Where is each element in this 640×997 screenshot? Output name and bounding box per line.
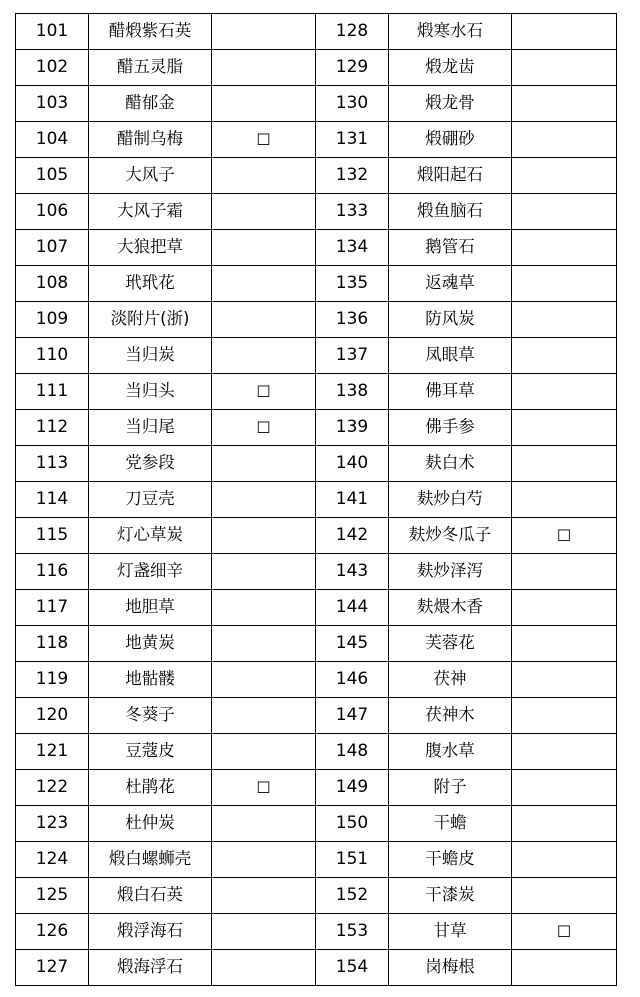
right-checkbox-mark-cell bbox=[512, 302, 617, 338]
left-item-number-cell: 115 bbox=[16, 518, 89, 554]
left-item-number-cell: 114 bbox=[16, 482, 89, 518]
left-item-number-cell: 125 bbox=[16, 878, 89, 914]
left-checkbox-mark-cell bbox=[212, 50, 316, 86]
left-checkbox-mark-cell bbox=[212, 482, 316, 518]
right-checkbox-mark-cell bbox=[512, 734, 617, 770]
right-checkbox-mark-cell bbox=[512, 482, 617, 518]
right-checkbox-mark-cell bbox=[512, 626, 617, 662]
right-checkbox-mark-cell bbox=[512, 842, 617, 878]
left-checkbox-mark-cell bbox=[212, 518, 316, 554]
left-herb-name-cell: 醋五灵脂 bbox=[89, 50, 212, 86]
right-item-number-cell: 131 bbox=[316, 122, 389, 158]
left-item-number-cell: 122 bbox=[16, 770, 89, 806]
right-herb-name-cell: 煅硼砂 bbox=[389, 122, 512, 158]
left-checkbox-mark-cell bbox=[212, 734, 316, 770]
right-item-number-cell: 139 bbox=[316, 410, 389, 446]
right-checkbox-mark-cell: ☐ bbox=[512, 518, 617, 554]
left-checkbox-mark-cell bbox=[212, 194, 316, 230]
left-checkbox-mark-cell: ☐ bbox=[212, 374, 316, 410]
herb-list-table bbox=[15, 13, 617, 986]
left-item-number-cell: 118 bbox=[16, 626, 89, 662]
right-herb-name-cell: 麸炒泽泻 bbox=[389, 554, 512, 590]
left-herb-name-cell: 豆蔻皮 bbox=[89, 734, 212, 770]
table-row bbox=[16, 662, 617, 698]
left-item-number-cell: 107 bbox=[16, 230, 89, 266]
left-herb-name-cell: 刀豆壳 bbox=[89, 482, 212, 518]
right-herb-name-cell: 煅龙齿 bbox=[389, 50, 512, 86]
left-checkbox-mark-cell bbox=[212, 554, 316, 590]
right-checkbox-mark-cell bbox=[512, 14, 617, 50]
left-item-number-cell: 116 bbox=[16, 554, 89, 590]
left-item-number-cell: 113 bbox=[16, 446, 89, 482]
table-row bbox=[16, 194, 617, 230]
left-herb-name-cell: 当归炭 bbox=[89, 338, 212, 374]
left-herb-name-cell: 地骷髅 bbox=[89, 662, 212, 698]
left-herb-name-cell: 大狼把草 bbox=[89, 230, 212, 266]
left-herb-name-cell: 杜仲炭 bbox=[89, 806, 212, 842]
right-item-number-cell: 134 bbox=[316, 230, 389, 266]
left-herb-name-cell: 醋煅紫石英 bbox=[89, 14, 212, 50]
right-herb-name-cell: 凤眼草 bbox=[389, 338, 512, 374]
herb-list-body bbox=[16, 14, 617, 986]
right-herb-name-cell: 麸煨木香 bbox=[389, 590, 512, 626]
left-herb-name-cell: 灯盏细辛 bbox=[89, 554, 212, 590]
left-checkbox-mark-cell bbox=[212, 662, 316, 698]
left-herb-name-cell: 当归头 bbox=[89, 374, 212, 410]
left-checkbox-mark-cell: ☐ bbox=[212, 122, 316, 158]
left-item-number-cell: 117 bbox=[16, 590, 89, 626]
right-herb-name-cell: 麸炒白芍 bbox=[389, 482, 512, 518]
left-item-number-cell: 110 bbox=[16, 338, 89, 374]
table-row bbox=[16, 482, 617, 518]
right-item-number-cell: 145 bbox=[316, 626, 389, 662]
table-row bbox=[16, 446, 617, 482]
left-checkbox-mark-cell bbox=[212, 266, 316, 302]
left-herb-name-cell: 煅白螺蛳壳 bbox=[89, 842, 212, 878]
table-row bbox=[16, 734, 617, 770]
left-item-number-cell: 105 bbox=[16, 158, 89, 194]
right-item-number-cell: 144 bbox=[316, 590, 389, 626]
right-checkbox-mark-cell bbox=[512, 878, 617, 914]
right-herb-name-cell: 返魂草 bbox=[389, 266, 512, 302]
right-herb-name-cell: 佛手参 bbox=[389, 410, 512, 446]
right-item-number-cell: 153 bbox=[316, 914, 389, 950]
right-checkbox-mark-cell bbox=[512, 698, 617, 734]
right-checkbox-mark-cell bbox=[512, 230, 617, 266]
left-item-number-cell: 106 bbox=[16, 194, 89, 230]
table-row bbox=[16, 50, 617, 86]
left-herb-name-cell: 煅浮海石 bbox=[89, 914, 212, 950]
left-checkbox-mark-cell bbox=[212, 914, 316, 950]
left-checkbox-mark-cell bbox=[212, 806, 316, 842]
right-herb-name-cell: 芙蓉花 bbox=[389, 626, 512, 662]
right-checkbox-mark-cell bbox=[512, 590, 617, 626]
right-item-number-cell: 135 bbox=[316, 266, 389, 302]
table-row bbox=[16, 338, 617, 374]
table-row bbox=[16, 842, 617, 878]
table-row bbox=[16, 410, 617, 446]
right-checkbox-mark-cell: ☐ bbox=[512, 914, 617, 950]
left-item-number-cell: 103 bbox=[16, 86, 89, 122]
right-item-number-cell: 150 bbox=[316, 806, 389, 842]
left-herb-name-cell: 淡附片(浙) bbox=[89, 302, 212, 338]
right-item-number-cell: 147 bbox=[316, 698, 389, 734]
right-checkbox-mark-cell bbox=[512, 806, 617, 842]
right-checkbox-mark-cell bbox=[512, 122, 617, 158]
left-item-number-cell: 126 bbox=[16, 914, 89, 950]
right-herb-name-cell: 煅龙骨 bbox=[389, 86, 512, 122]
right-herb-name-cell: 煅阳起石 bbox=[389, 158, 512, 194]
right-checkbox-mark-cell bbox=[512, 554, 617, 590]
right-herb-name-cell: 麸白术 bbox=[389, 446, 512, 482]
right-checkbox-mark-cell bbox=[512, 374, 617, 410]
table-row bbox=[16, 158, 617, 194]
right-item-number-cell: 133 bbox=[316, 194, 389, 230]
table-row bbox=[16, 302, 617, 338]
right-item-number-cell: 142 bbox=[316, 518, 389, 554]
left-item-number-cell: 119 bbox=[16, 662, 89, 698]
table-row bbox=[16, 554, 617, 590]
left-checkbox-mark-cell bbox=[212, 950, 316, 986]
left-checkbox-mark-cell bbox=[212, 14, 316, 50]
right-item-number-cell: 143 bbox=[316, 554, 389, 590]
right-item-number-cell: 136 bbox=[316, 302, 389, 338]
left-item-number-cell: 120 bbox=[16, 698, 89, 734]
table-row bbox=[16, 230, 617, 266]
table-row bbox=[16, 698, 617, 734]
right-herb-name-cell: 干漆炭 bbox=[389, 878, 512, 914]
left-item-number-cell: 108 bbox=[16, 266, 89, 302]
right-item-number-cell: 140 bbox=[316, 446, 389, 482]
right-item-number-cell: 154 bbox=[316, 950, 389, 986]
left-item-number-cell: 102 bbox=[16, 50, 89, 86]
table-row bbox=[16, 14, 617, 50]
right-item-number-cell: 130 bbox=[316, 86, 389, 122]
right-herb-name-cell: 茯神木 bbox=[389, 698, 512, 734]
table-row bbox=[16, 86, 617, 122]
right-herb-name-cell: 甘草 bbox=[389, 914, 512, 950]
left-checkbox-mark-cell bbox=[212, 86, 316, 122]
left-herb-name-cell: 大风子 bbox=[89, 158, 212, 194]
left-item-number-cell: 111 bbox=[16, 374, 89, 410]
left-item-number-cell: 109 bbox=[16, 302, 89, 338]
left-checkbox-mark-cell bbox=[212, 158, 316, 194]
right-item-number-cell: 141 bbox=[316, 482, 389, 518]
left-checkbox-mark-cell: ☐ bbox=[212, 770, 316, 806]
right-checkbox-mark-cell bbox=[512, 266, 617, 302]
right-herb-name-cell: 附子 bbox=[389, 770, 512, 806]
left-herb-name-cell: 醋制乌梅 bbox=[89, 122, 212, 158]
left-herb-name-cell: 地黄炭 bbox=[89, 626, 212, 662]
table-row bbox=[16, 266, 617, 302]
right-herb-name-cell: 防风炭 bbox=[389, 302, 512, 338]
table-row bbox=[16, 878, 617, 914]
right-herb-name-cell: 茯神 bbox=[389, 662, 512, 698]
left-herb-name-cell: 灯心草炭 bbox=[89, 518, 212, 554]
right-herb-name-cell: 干蟾 bbox=[389, 806, 512, 842]
left-herb-name-cell: 冬葵子 bbox=[89, 698, 212, 734]
right-herb-name-cell: 鹅管石 bbox=[389, 230, 512, 266]
right-checkbox-mark-cell bbox=[512, 410, 617, 446]
table-row bbox=[16, 374, 617, 410]
table-row bbox=[16, 590, 617, 626]
left-herb-name-cell: 醋郁金 bbox=[89, 86, 212, 122]
left-checkbox-mark-cell bbox=[212, 302, 316, 338]
right-item-number-cell: 149 bbox=[316, 770, 389, 806]
left-herb-name-cell: 煅海浮石 bbox=[89, 950, 212, 986]
left-herb-name-cell: 大风子霜 bbox=[89, 194, 212, 230]
right-herb-name-cell: 岗梅根 bbox=[389, 950, 512, 986]
right-herb-name-cell: 腹水草 bbox=[389, 734, 512, 770]
left-checkbox-mark-cell bbox=[212, 626, 316, 662]
left-checkbox-mark-cell bbox=[212, 338, 316, 374]
right-herb-name-cell: 麸炒冬瓜子 bbox=[389, 518, 512, 554]
right-item-number-cell: 128 bbox=[316, 14, 389, 50]
right-herb-name-cell: 煅鱼脑石 bbox=[389, 194, 512, 230]
left-item-number-cell: 112 bbox=[16, 410, 89, 446]
right-item-number-cell: 151 bbox=[316, 842, 389, 878]
left-checkbox-mark-cell bbox=[212, 842, 316, 878]
right-item-number-cell: 152 bbox=[316, 878, 389, 914]
table-row bbox=[16, 122, 617, 158]
left-checkbox-mark-cell bbox=[212, 590, 316, 626]
table-row bbox=[16, 518, 617, 554]
right-checkbox-mark-cell bbox=[512, 50, 617, 86]
left-item-number-cell: 101 bbox=[16, 14, 89, 50]
left-herb-name-cell: 党参段 bbox=[89, 446, 212, 482]
left-item-number-cell: 123 bbox=[16, 806, 89, 842]
right-herb-name-cell: 煅寒水石 bbox=[389, 14, 512, 50]
left-item-number-cell: 127 bbox=[16, 950, 89, 986]
right-herb-name-cell: 干蟾皮 bbox=[389, 842, 512, 878]
left-herb-name-cell: 杜鹃花 bbox=[89, 770, 212, 806]
left-item-number-cell: 124 bbox=[16, 842, 89, 878]
table-row bbox=[16, 914, 617, 950]
table-row bbox=[16, 770, 617, 806]
right-checkbox-mark-cell bbox=[512, 662, 617, 698]
table-row bbox=[16, 806, 617, 842]
left-checkbox-mark-cell bbox=[212, 230, 316, 266]
left-herb-name-cell: 煅白石英 bbox=[89, 878, 212, 914]
left-checkbox-mark-cell bbox=[212, 878, 316, 914]
left-herb-name-cell: 当归尾 bbox=[89, 410, 212, 446]
right-item-number-cell: 129 bbox=[316, 50, 389, 86]
left-herb-name-cell: 玳玳花 bbox=[89, 266, 212, 302]
right-item-number-cell: 137 bbox=[316, 338, 389, 374]
left-herb-name-cell: 地胆草 bbox=[89, 590, 212, 626]
right-checkbox-mark-cell bbox=[512, 950, 617, 986]
right-herb-name-cell: 佛耳草 bbox=[389, 374, 512, 410]
left-checkbox-mark-cell: ☐ bbox=[212, 410, 316, 446]
right-checkbox-mark-cell bbox=[512, 158, 617, 194]
left-item-number-cell: 104 bbox=[16, 122, 89, 158]
right-checkbox-mark-cell bbox=[512, 338, 617, 374]
right-item-number-cell: 148 bbox=[316, 734, 389, 770]
right-checkbox-mark-cell bbox=[512, 770, 617, 806]
right-item-number-cell: 146 bbox=[316, 662, 389, 698]
right-item-number-cell: 132 bbox=[316, 158, 389, 194]
left-checkbox-mark-cell bbox=[212, 698, 316, 734]
right-checkbox-mark-cell bbox=[512, 446, 617, 482]
table-row bbox=[16, 626, 617, 662]
left-item-number-cell: 121 bbox=[16, 734, 89, 770]
right-checkbox-mark-cell bbox=[512, 86, 617, 122]
table-row bbox=[16, 950, 617, 986]
right-item-number-cell: 138 bbox=[316, 374, 389, 410]
right-checkbox-mark-cell bbox=[512, 194, 617, 230]
left-checkbox-mark-cell bbox=[212, 446, 316, 482]
